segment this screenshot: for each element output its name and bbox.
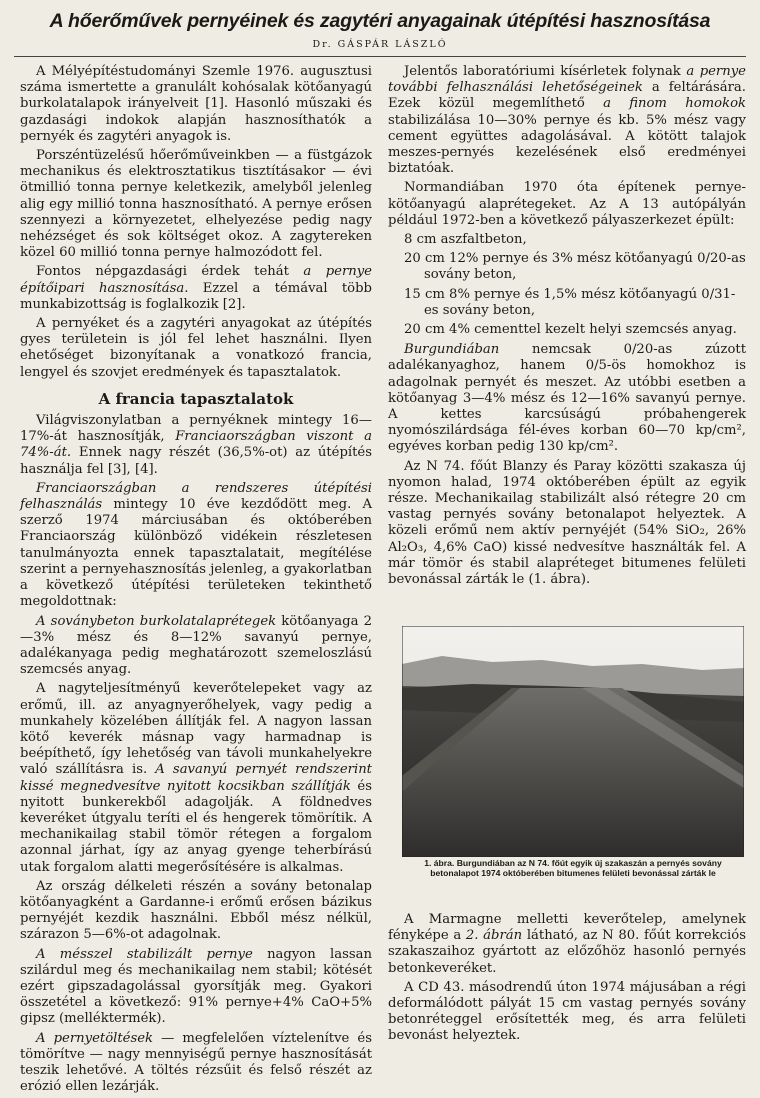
header-rule <box>14 56 746 57</box>
emphasis: Burgundiában <box>404 342 500 358</box>
text-run: nagyon lassan szilárdul meg és mechanikailag nem stabil; kötését ezért gipszadagolással gyorsítják meg. Gyakori összetétel a következő: 91% pernye+4% CaO+5% gipsz (melléktermék). <box>20 946 372 1027</box>
text-run: A Marmagne melletti keverőtelep, amelynek fényképe a <box>388 912 746 944</box>
text-run: kötőanyaga 2—3% mész és 8—12% savanyú pernye, adalékanyaga pedig meghatározott szemeloszlású szemcsés anyag. <box>20 613 372 678</box>
text-run: A nagyteljesítményű keverőtelepeket vagy az erőmű, ill. az anyagnyerőhelyek, vagy pedig a munkahely közelében állítják fel. A nagyon lassan kötő keverék másnap vagy harmadnap is beépíthető, így lehetőség van távoli munkahelyekre való szállításra is. <box>20 681 372 778</box>
emphasis: a pernye további felhasználási lehetőségeinek <box>388 64 746 96</box>
text-run: Ennek nagy részét (36,5%-ot) az útépítés használja fel [3], [4]. <box>20 445 372 477</box>
paragraph <box>388 342 746 455</box>
article-title: A hőerőművek pernyéinek és zagytéri anyagainak útépítési hasznosítása <box>49 10 711 32</box>
right-column <box>388 64 746 591</box>
emphasis: A mésszel stabilizált pernye <box>36 946 253 962</box>
paragraph: Porszéntüzelésű hőerőműveinkben — a füstgázok mechanikus és elektrosztatikus tisztításakor — évi ötmillió tonna pernye keletkezik, amelyből jelenleg alig egy millió tonna hasznosítható. A pernye erősen szennyezi a környezetet, elhelyezése pedig nagy nehézséget és sok költséget okoz. A zagytereken közel 60 millió tonna pernye halmozódott fel. <box>20 148 372 261</box>
pavement-layer-list <box>388 232 746 338</box>
list-item: 20 cm 4% cementtel kezelt helyi szemcsés anyag. <box>404 322 737 338</box>
paragraph <box>20 1031 372 1096</box>
road-photo-image <box>402 626 744 857</box>
text-run: Világviszonylatban a pernyéknek mintegy 16—17%-át hasznosítják, <box>20 413 372 445</box>
paragraph <box>388 64 746 177</box>
section-heading: A francia tapasztalatok <box>98 389 294 408</box>
author-line: Dr. GÁSPÁR LÁSZLÓ <box>312 39 448 50</box>
paragraph <box>20 947 372 1028</box>
text-run: a feltárására. Ezek közül megemlíthető <box>388 80 746 112</box>
paragraph: A CD 43. másodrendű úton 1974 májusában a régi deformálódott pályát 15 cm vastag pernyés sovány betonréteggel erősítették meg, és arra felületi bevonást helyeztek. <box>388 979 746 1044</box>
list-item: 8 cm aszfaltbeton, <box>404 232 527 248</box>
list-item: 15 cm 8% pernye és 1,5% mész kötőanyagú 0/31-es sovány beton, <box>404 286 736 318</box>
emphasis: 2. ábrán <box>465 928 523 944</box>
paragraph: Az N 74. főút Blanzy és Paray közötti szakasza új nyomon halad, 1974 októberében épült az egyik része. Mechanikailag stabilizált alsó rétegre 20 cm vastag pernyés sovány betonalapot helyeztek. A közeli erőmű nem aktív pernyéjét (54% SiO₂, 26% Al₂O₃, 4,6% CaO) kissé nedvesítve használták fel. A már tömör és stabil alapréteget bitumenes felületi bevonással zárták le (1. ábra). <box>388 458 746 588</box>
paragraph: Normandiában 1970 óta építenek pernye-kötőanyagú alaprétegeket. Az A 13 autópályán például 1972-ben a következő pályaszerkezet épült: <box>388 180 746 228</box>
text-run: Jelentős laboratóriumi kísérletek folynak <box>404 64 687 79</box>
paragraph <box>20 264 372 313</box>
paragraph <box>20 413 372 478</box>
text-run: Ezzel a témával több munkabizottság is foglalkozik [2]. <box>20 280 372 312</box>
paragraph <box>20 614 372 679</box>
emphasis: Franciaországban viszont a 74%-át. <box>20 429 372 461</box>
text-run: nemcsak 0/20-as zúzott adalékanyaghoz, hanem 0/5-ös homokhoz is adagolnak pernyét és meszet. Az utóbbi esetben a kötőanyag 3—4% mész és 12—16% savanyú pernye. A kettes karcsúságú próbahengerek nyomószilárdsága fél-éves korban 60—70 kp/cm², egyéves korban pedig 130 kp/cm². <box>388 342 746 455</box>
emphasis: Franciaországban a rendszeres útépítési felhasználás <box>20 480 372 513</box>
text-run: — megfelelően víztelenítve és tömörítve — nagy mennyiségű pernye hasznosítását teszik lehetővé. A töltés rézsűit és felső részét az erózió ellen lezárják. <box>20 1030 373 1095</box>
paragraph <box>388 912 746 977</box>
emphasis: A pernyetöltések <box>36 1030 154 1046</box>
text-run: mintegy 10 éve kezdődött meg. A szerző 1974 márciusában és októberében Franciaország különböző vidékein részletesen tanulmányozta ennek tapasztalatait, megítélése szerint a pernyehasznosítás jelenleg, a gyakorlatban a következő útépítési területeken tekinthető megoldottnak: <box>20 497 372 610</box>
emphasis: A savanyú pernyét rendszerint kissé megnedvesítve nyitott kocsikban szállítják <box>20 762 372 794</box>
paragraph: A Mélyépítéstudományi Szemle 1976. augusztusi száma ismertette a granulált kohósalak kötőanyagú burkolatalapok irányelveit [1]. Hasonló műszaki és gazdasági indokok alapján hasznosíthatók a pernyék és zagytéri anyagok is. <box>20 64 372 144</box>
emphasis: a pernye építőipari hasznosítása. <box>20 264 372 296</box>
paragraph <box>20 681 372 875</box>
text-run: stabilizálása 10—30% pernye és kb. 5% mész vagy cement együttes adagolásával. A kötött talajok meszes-pernyés kezelésének első eredményei biztatóak. <box>388 112 746 177</box>
text-run: és nyitott bunkerekből adagolják. A földnedves keveréket útgyalu teríti el és hengerek tömörítik. A mechanikailag stabil tömör rétegen a forgalom azonnal járhat, így az anyag gyenge teherbírású utak forgalom alatti megerősítésére is alkalmas. <box>20 778 372 875</box>
text-run: Fontos népgazdasági érdek tehát <box>36 264 304 280</box>
list-item: 20 cm 12% pernye és 3% mész kötőanyagú 0/20-as sovány beton, <box>404 251 746 283</box>
left-column <box>20 64 372 1098</box>
right-column-bottom <box>388 912 746 1048</box>
paragraph: A pernyéket és a zagytéri anyagokat az útépítés gyes területein is jól fel lehet használni. Ilyen ehetőséget bizonyítanak a vonatkozó francia, lengyel és szovjet eredmények és tapasztalatok. <box>20 316 372 380</box>
emphasis: A soványbeton burkolatalaprétegek <box>36 613 277 629</box>
text-run: látható, az N 80. főút korrekciós szakaszaihoz gyártott az előzőhöz hasonló pernyés betonkeveréket. <box>388 928 746 976</box>
road-photo <box>402 626 744 857</box>
figure-caption: 1. ábra. Burgundiában az N 74. főút egyik új szakaszán a pernyés sovány betonalapot 1974 októberében bitumenes felületi bevonással zárták le <box>424 858 722 878</box>
emphasis: a finom homokok <box>603 96 746 112</box>
paragraph <box>20 481 372 611</box>
paragraph: Az ország délkeleti részén a sovány betonalap kötőanyagként a Gardanne-i erőmű erősen bázikus pernyéjét kezdik használni. Ebből mész nélkül, szárazon 5—6%-ot adagolnak. <box>20 878 372 943</box>
